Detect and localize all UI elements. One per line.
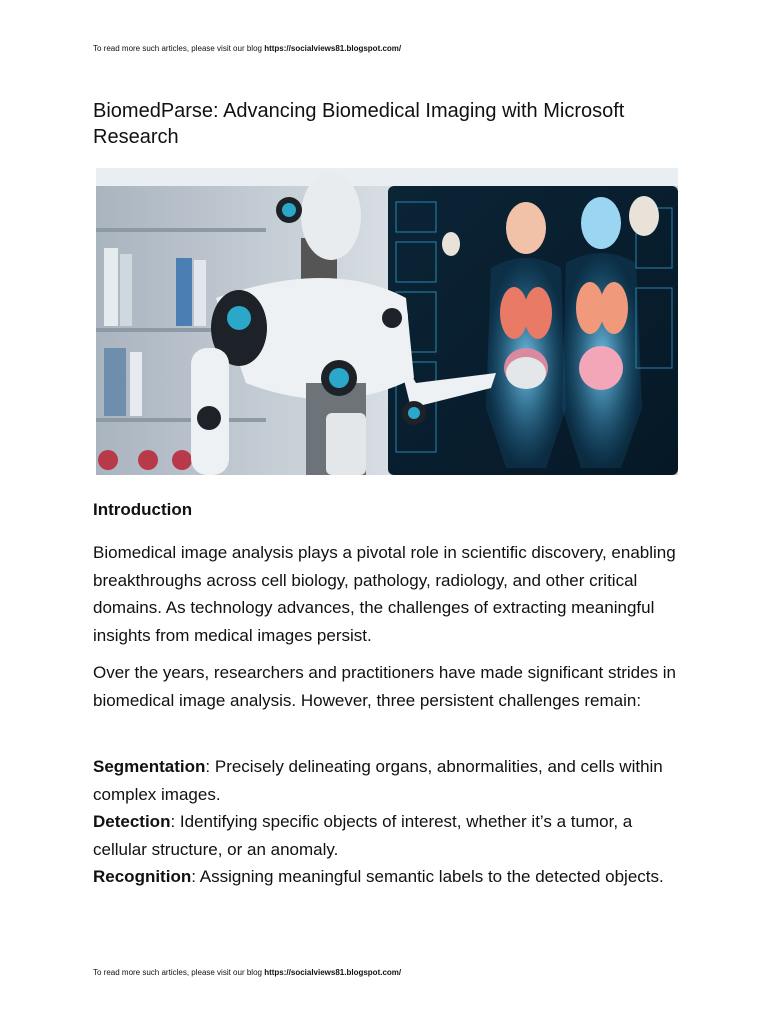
paragraph-challenges-intro: Over the years, researchers and practitioners have made significant strides in biomedical image analysis. However, three persistent challenges remain:	[93, 663, 676, 710]
hero-illustration	[96, 168, 678, 475]
footer-note-text: To read more such articles, please visit our blog	[93, 968, 265, 977]
challenge-description: : Assigning meaningful semantic labels to the detected objects.	[191, 867, 664, 886]
challenge-term: Recognition	[93, 867, 192, 886]
header-blog-note	[93, 44, 401, 53]
paragraph-intro: Biomedical image analysis plays a pivotal role in scientific discovery, enabling breakthroughs across cell biology, pathology, radiology, and other critical domains. As technology advances, the challenges of extracting meaningful insights from medical images persist.	[93, 543, 676, 645]
challenge-item	[93, 863, 683, 891]
robot-anatomy-illustration	[96, 168, 678, 475]
footer-blog-link[interactable]: https://socialviews81.blogspot.com/	[264, 968, 402, 977]
challenge-term: Segmentation	[93, 757, 206, 776]
challenge-description: : Identifying specific objects of interest, whether it’s a tumor, a cellular structure, or an anomaly.	[93, 812, 633, 859]
header-blog-link[interactable]: https://socialviews81.blogspot.com/	[264, 44, 402, 53]
challenge-item	[93, 753, 683, 808]
footer-blog-note	[93, 968, 401, 977]
challenges-list	[93, 753, 683, 891]
challenge-item	[93, 808, 683, 863]
section-heading-introduction: Introduction	[93, 500, 193, 519]
challenge-description: : Precisely delineating organs, abnormalities, and cells within complex images.	[93, 757, 663, 804]
header-note-text: To read more such articles, please visit our blog	[93, 44, 265, 53]
article-title: BiomedParse: Advancing Biomedical Imaging with Microsoft Research	[93, 100, 625, 148]
challenge-term: Detection	[93, 812, 171, 831]
